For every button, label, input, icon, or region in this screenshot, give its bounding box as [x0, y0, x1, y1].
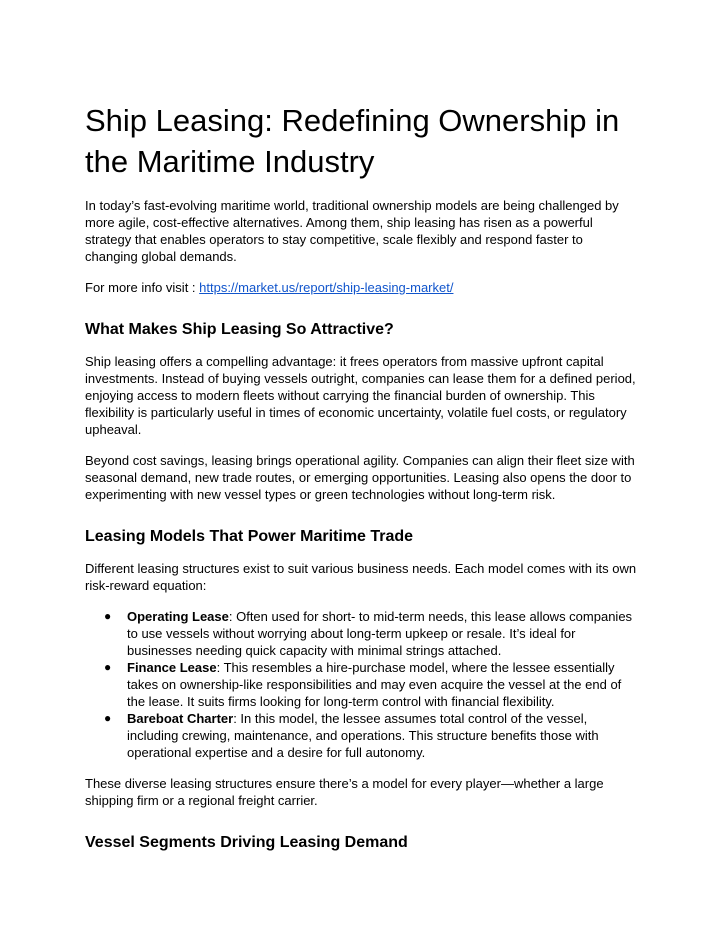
- more-info-line: [85, 279, 637, 296]
- leasing-models-outro: These diverse leasing structures ensure there’s a model for every player—whether a large shipping firm or a regional freight carrier.: [85, 776, 604, 808]
- leasing-models-list: [85, 608, 637, 761]
- list-item-finance-lease: [104, 659, 637, 710]
- bullet-icon: ●: [104, 609, 112, 623]
- term-operating-lease: Operating Lease: [127, 609, 229, 624]
- intro-paragraph: In today’s fast-evolving maritime world, traditional ownership models are being challenged by more agile, cost-effective alternatives. Among them, ship leasing has risen as a powerful strategy that enables operators to stay competitive, scale flexibly and respond faster to changing global demands.: [85, 198, 619, 264]
- section-heading-vessel-segments: Vessel Segments Driving Leasing Demand: [85, 834, 408, 851]
- attractive-paragraph-2: Beyond cost savings, leasing brings operational agility. Companies can align their fleet size with seasonal demand, new trade routes, or emerging opportunities. Leasing also opens the door to experimenting with new vessel types or green technologies without long-term risk.: [85, 453, 635, 502]
- section-heading-attractive: What Makes Ship Leasing So Attractive?: [85, 321, 394, 338]
- list-item-operating-lease: [104, 608, 637, 659]
- desc-finance-lease: : This resembles a hire-purchase model, where the lessee essentially takes on ownership-like responsibilities and may even acquire the vessel at the end of the lease. It suits firms looking for long-term control with financial flexibility.: [127, 660, 622, 709]
- list-item-bareboat-charter: [104, 710, 637, 761]
- term-bareboat-charter: Bareboat Charter: [127, 711, 234, 726]
- bullet-icon: ●: [104, 660, 112, 674]
- section-heading-leasing-models: Leasing Models That Power Maritime Trade: [85, 528, 414, 545]
- desc-bareboat-charter: : In this model, the lessee assumes total control of the vessel, including crewing, maintenance, and operations. This structure benefits those with operational expertise and a desire for full autonomy.: [127, 711, 599, 760]
- term-finance-lease: Finance Lease: [127, 660, 217, 675]
- more-info-label: For more info visit :: [85, 280, 200, 295]
- desc-operating-lease: : Often used for short- to mid-term needs, this lease allows companies to use vessels without worrying about long-term upkeep or resale. It’s ideal for businesses needing quick capacity with minimal strings attached.: [127, 609, 633, 658]
- page-title: Ship Leasing: Redefining Ownership in the Maritime Industry: [85, 103, 620, 179]
- bullet-icon: ●: [104, 711, 112, 725]
- document-page: [85, 100, 637, 866]
- attractive-paragraph-1: Ship leasing offers a compelling advantage: it frees operators from massive upfront capital investments. Instead of buying vessels outright, companies can lease them for a defined period, enjoying access to modern fleets without carrying the financial burden of ownership. This flexibility is particularly useful in times of economic uncertainty, volatile fuel costs, or regulatory upheaval.: [85, 354, 636, 437]
- leasing-models-intro: Different leasing structures exist to suit various business needs. Each model comes with its own risk-reward equation:: [85, 561, 637, 593]
- market-report-link[interactable]: https://market.us/report/ship-leasing-market/: [199, 280, 454, 295]
